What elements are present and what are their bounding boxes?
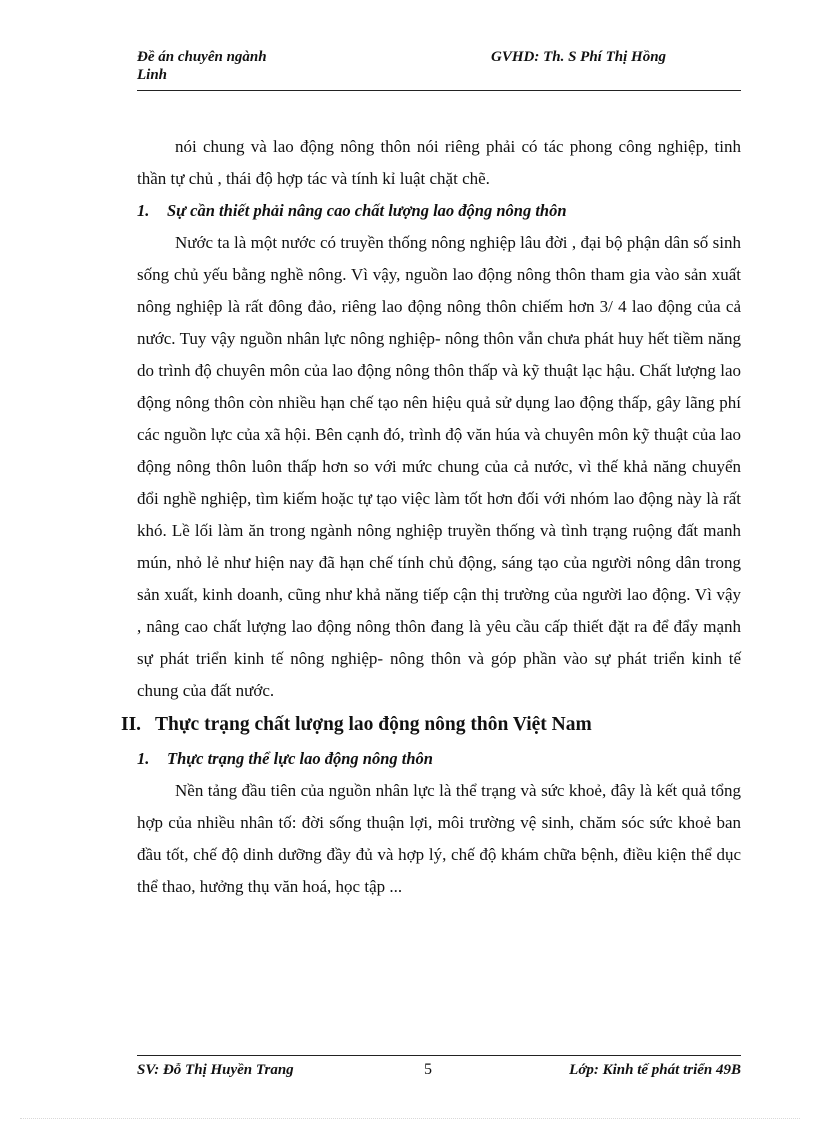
subheading-number: 1. <box>137 201 150 220</box>
section-number: II. <box>121 714 142 735</box>
page-number: 5 <box>424 1061 432 1078</box>
subheading-text: Thực trạng thể lực lao động nông thôn <box>167 749 433 768</box>
page-body <box>121 131 741 903</box>
page-header <box>137 46 741 91</box>
paragraph-necessity: Nước ta là một nước có truyền thống nông nghiệp lâu đời , đại bộ phận dân số sinh sống chủ yếu bằng nghề nông. Vì vậy, nguồn lao động nông thôn tham gia vào sản xuất nông nghiệp là rất đông đảo, riêng lao động nông thôn chiếm hơn 3/ 4 lao động của cả nước. Tuy vậy nguồn nhân lực nông nghiệp- nông thôn vẫn chưa phát huy hết tiềm năng do trình độ chuyên môn của lao động nông thôn thấp và kỹ thuật lạc hậu. Chất lượng lao động nông thôn còn nhiều hạn chế tạo nên hiệu quả sử dụng lao động thấp, gây lãng phí các nguồn lực của xã hội. Bên cạnh đó, trình độ văn húa và chuyên môn kỹ thuật của lao động nông thôn luôn thấp hơn so với mức chung của cả nước, vì thế khả năng chuyển đổi nghề nghiệp, tìm kiếm hoặc tự tạo việc làm tốt hơn đối với nhóm lao động này là rất khó. Lề lối làm ăn trong ngành nông nghiệp truyền thống và tình trạng ruộng đất manh mún, nhỏ lẻ như hiện nay đã hạn chế tính chủ động, sáng tạo của người nông dân trong sản xuất, kinh doanh, cũng như khả năng tiếp cận thị trường của người lao động. Vì vậy , nâng cao chất lượng lao động nông thôn đang là yêu cầu cấp thiết đặt ra để đẩy mạnh sự phát triển kinh tế nông nghiệp- nông thôn và góp phần vào sự phát triển kinh tế chung của đất nước. <box>137 233 741 700</box>
subheading-number: 1. <box>137 749 150 768</box>
subheading-physical <box>137 743 741 775</box>
page-footer <box>137 1055 741 1086</box>
paragraph-physical: Nền tảng đầu tiên của nguồn nhân lực là thể trạng và sức khoẻ, đây là kết quả tổng hợp của nhiều nhân tố: đời sống thuận lợi, môi trường vệ sinh, chăm sóc sức khoẻ ban đầu tốt, chế độ dinh dưỡng đầy đủ và hợp lý, chế độ khám chữa bệnh, điều kiện thể dục thể thao, hưởng thụ văn hoá, học tập ... <box>137 781 741 896</box>
paragraph-intro: nói chung và lao động nông thôn nói riêng phải có tác phong công nghiệp, tinh thần tự chủ , thái độ hợp tác và tính kỉ luật chặt chẽ. <box>137 137 741 188</box>
header-advisor: GVHD: Th. S Phí Thị Hồng <box>491 49 667 65</box>
footer-student: SV: Đỗ Thị Huyền Trang <box>137 1062 294 1078</box>
header-course: Đề án chuyên ngành <box>137 49 267 65</box>
section-heading <box>121 707 741 743</box>
subheading-necessity <box>137 195 741 227</box>
section-title: Thực trạng chất lượng lao động nông thôn Việt Nam <box>155 714 592 735</box>
page-bottom-divider <box>20 1118 800 1119</box>
subheading-text: Sự cần thiết phải nâng cao chất lượng lao động nông thôn <box>167 201 567 220</box>
footer-class: Lớp: Kinh tế phát triển 49B <box>569 1062 741 1078</box>
header-course-continued: Linh <box>137 67 168 83</box>
